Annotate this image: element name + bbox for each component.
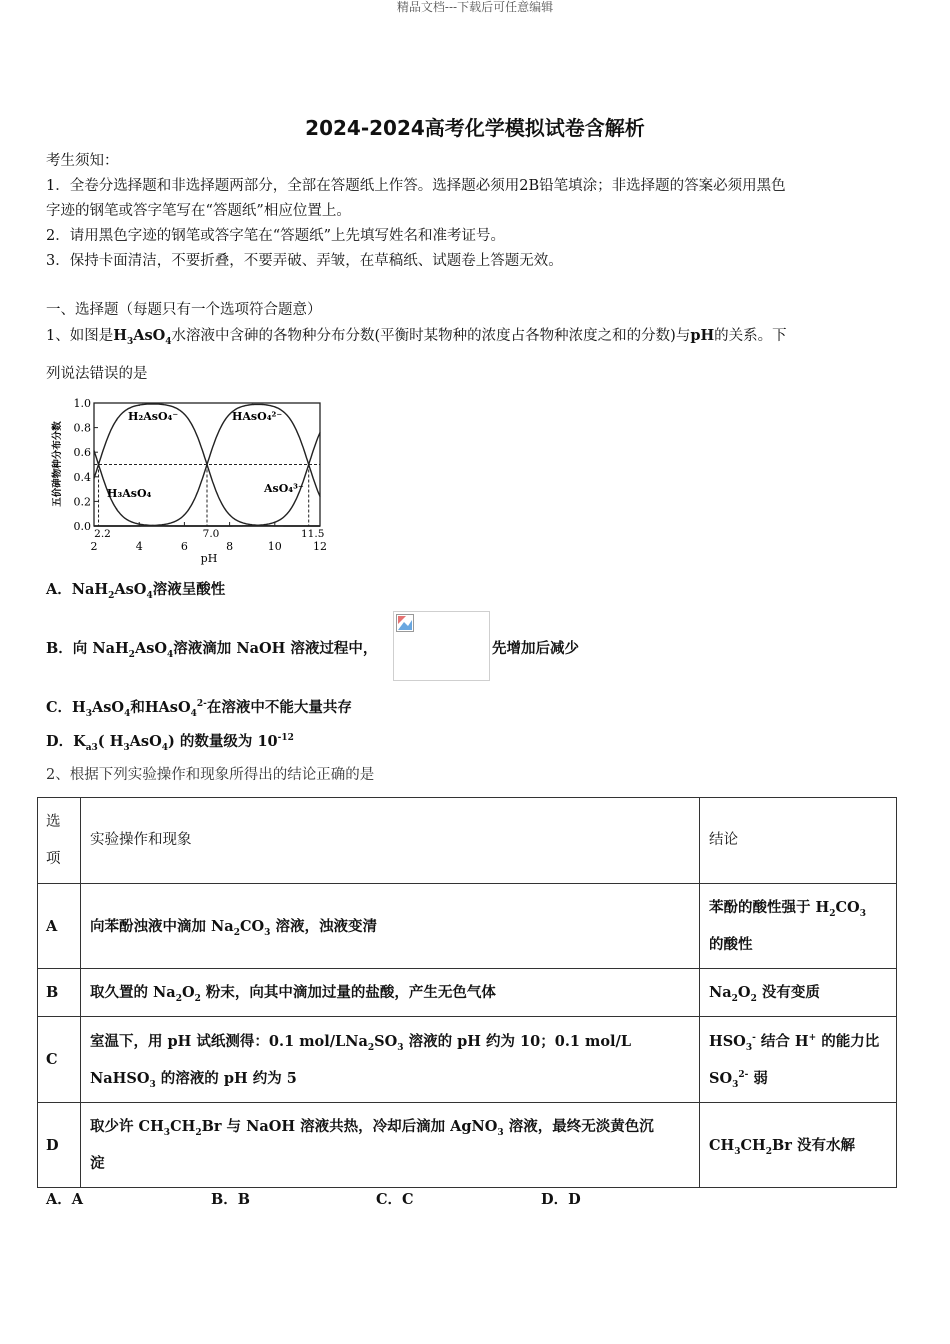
data-point — [206, 464, 207, 465]
x-tick-label: 2 — [90, 540, 98, 553]
answer-c[interactable]: C．C — [376, 1191, 414, 1208]
y-axis-label: 五价砷物种分布分数 — [52, 421, 63, 507]
broken-image-icon — [396, 614, 414, 632]
row-operation: 室温下，用 pH 试纸测得：0.1 mol/$LNa_2SO_3$ 溶液的 pH 约为 10；0.1 mol/L NaHSO$_3$ 的溶液的 pH 约为 5 — [81, 1017, 700, 1103]
header-conclusion: 结论 — [700, 798, 897, 884]
curve-label: AsO₄³⁻ — [264, 482, 304, 495]
data-point — [319, 432, 320, 433]
notice-item-2: 2．请用黑色字迹的钢笔或答字笔在“答题纸”上先填写姓名和准考证号。 — [46, 228, 506, 244]
table-row — [38, 1017, 897, 1103]
pka-marker-label: 11.5 — [301, 528, 325, 540]
table-row — [38, 1103, 897, 1188]
answer-d[interactable]: D．D — [541, 1191, 581, 1208]
q1-option-b-tail: 先增加后减少 — [492, 640, 579, 657]
row-conclusion: $CH_3CH_2Br$ 没有水解 — [700, 1103, 897, 1188]
q1-option-d[interactable]: D．$K_{a3}$( $H_3AsO_4$) 的数量级为 $10^{-12}$ — [46, 733, 294, 753]
data-point — [116, 508, 117, 509]
row-conclusion: 苯酚的酸性强于 $H_2CO_3$ 的酸性 — [700, 884, 897, 969]
notice-item-1: 1．全卷分选择题和非选择题两部分，全部在答题纸上作答。选择题必须用2B铅笔填涂；非选择题的答案必须用黑色 — [46, 178, 786, 194]
table-row — [38, 884, 897, 969]
data-point — [161, 404, 162, 405]
x-tick-label: 4 — [135, 540, 143, 553]
curve-label: HAsO₄²⁻ — [232, 410, 283, 423]
data-point — [93, 450, 94, 451]
y-tick-label: 0.6 — [73, 446, 91, 460]
q2-stem: 2、根据下列实验操作和现象所得出的结论正确的是 — [46, 767, 375, 783]
data-point — [139, 405, 140, 406]
speciation-chart — [46, 396, 336, 568]
answer-b[interactable]: B．B — [211, 1191, 251, 1208]
x-tick-label: 12 — [313, 540, 327, 553]
table-header-row — [38, 798, 897, 884]
q1-stem: 1、如图是$H_3AsO_4$水溶液中含砷的各物种分布分数(平衡时某物种的浓度占各物种浓度之和的分数)与pH的关系。下 — [46, 327, 787, 347]
data-point — [229, 413, 230, 414]
data-point — [297, 496, 298, 497]
data-point — [184, 514, 185, 515]
data-point — [139, 523, 140, 524]
data-point — [229, 514, 230, 515]
notice-item-3: 3．保持卡面清洁，不要折叠，不要弄破、弄皱，在草稿纸、试题卷上答题无效。 — [46, 253, 563, 269]
row-operation: 取少许 $CH_3CH_2Br$ 与 NaOH 溶液共热，冷却后滴加 AgNO$_3$ 溶液，最终无淡黄色沉 淀 — [81, 1103, 700, 1188]
section-heading: 一、选择题（每题只有一个选项符合题意） — [46, 302, 322, 318]
row-conclusion: $Na_2O_2$ 没有变质 — [700, 969, 897, 1017]
answer-a[interactable]: A．A — [46, 1191, 84, 1208]
q1-option-a[interactable]: A．NaH$_2$AsO$_4$溶液呈酸性 — [46, 581, 226, 601]
page-header: 精品文档---下载后可任意编辑 — [396, 0, 554, 14]
notice-heading: 考生须知： — [46, 153, 119, 169]
x-axis-label: pH — [200, 552, 218, 565]
page-title: 2024-2024高考化学模拟试卷含解析 — [305, 116, 645, 140]
header-option: 选 项 — [38, 798, 81, 884]
notice-item-1-cont: 字迹的钢笔或答字笔写在“答题纸”相应位置上。 — [46, 203, 351, 219]
y-tick-label: 0.8 — [73, 421, 91, 435]
x-tick-label: 6 — [180, 540, 188, 553]
x-tick-label: 8 — [226, 540, 234, 553]
y-tick-label: 0.4 — [73, 470, 91, 484]
pka-marker-label: 2.2 — [94, 528, 111, 540]
y-tick-label: 0.0 — [73, 520, 91, 533]
row-operation: 向苯酚浊液中滴加 $Na_2CO_3$ 溶液，浊液变清 — [81, 884, 700, 969]
data-point — [93, 477, 94, 478]
q2-answer-options — [46, 1188, 706, 1209]
table-row — [38, 969, 897, 1017]
data-point — [252, 404, 253, 405]
data-point — [319, 496, 320, 497]
header-operation: 实验操作和现象 — [81, 798, 700, 884]
y-tick-label: 1.0 — [73, 397, 91, 410]
data-point — [184, 413, 185, 414]
data-point — [98, 464, 99, 465]
pka-marker-label: 7.0 — [202, 528, 220, 540]
data-point — [116, 420, 117, 421]
data-point — [274, 522, 275, 523]
data-point — [308, 464, 309, 465]
y-tick-label: 0.2 — [73, 495, 91, 509]
row-option: B — [38, 969, 81, 1017]
row-conclusion: $HSO_3^-$ 结合 H+ 的能力比 $SO_3^{2-}$ 弱 — [700, 1017, 897, 1103]
curve-label: H₂AsO₄⁻ — [128, 410, 179, 423]
row-option: D — [38, 1103, 81, 1188]
x-tick-label: 10 — [267, 540, 282, 553]
data-point — [274, 406, 275, 407]
q1-stem-line2: 列说法错误的是 — [46, 366, 148, 382]
q1-option-c[interactable]: C．$H_3AsO_4$和HAsO$_4^{2-}$在溶液中不能大量共存 — [46, 699, 352, 719]
row-option: C — [38, 1017, 81, 1103]
row-operation: 取久置的 $Na_2O_2$ 粉末，向其中滴加过量的盐酸，产生无色气体 — [81, 969, 700, 1017]
q2-table — [37, 797, 897, 1188]
q1-option-b[interactable]: B．向 NaH$_2$AsO$_4$溶液滴加 NaOH 溶液过程中， — [46, 640, 378, 660]
curve-label: H₃AsO₄ — [107, 487, 152, 500]
row-option: A — [38, 884, 81, 969]
image-placeholder — [393, 611, 490, 681]
data-point — [297, 432, 298, 433]
